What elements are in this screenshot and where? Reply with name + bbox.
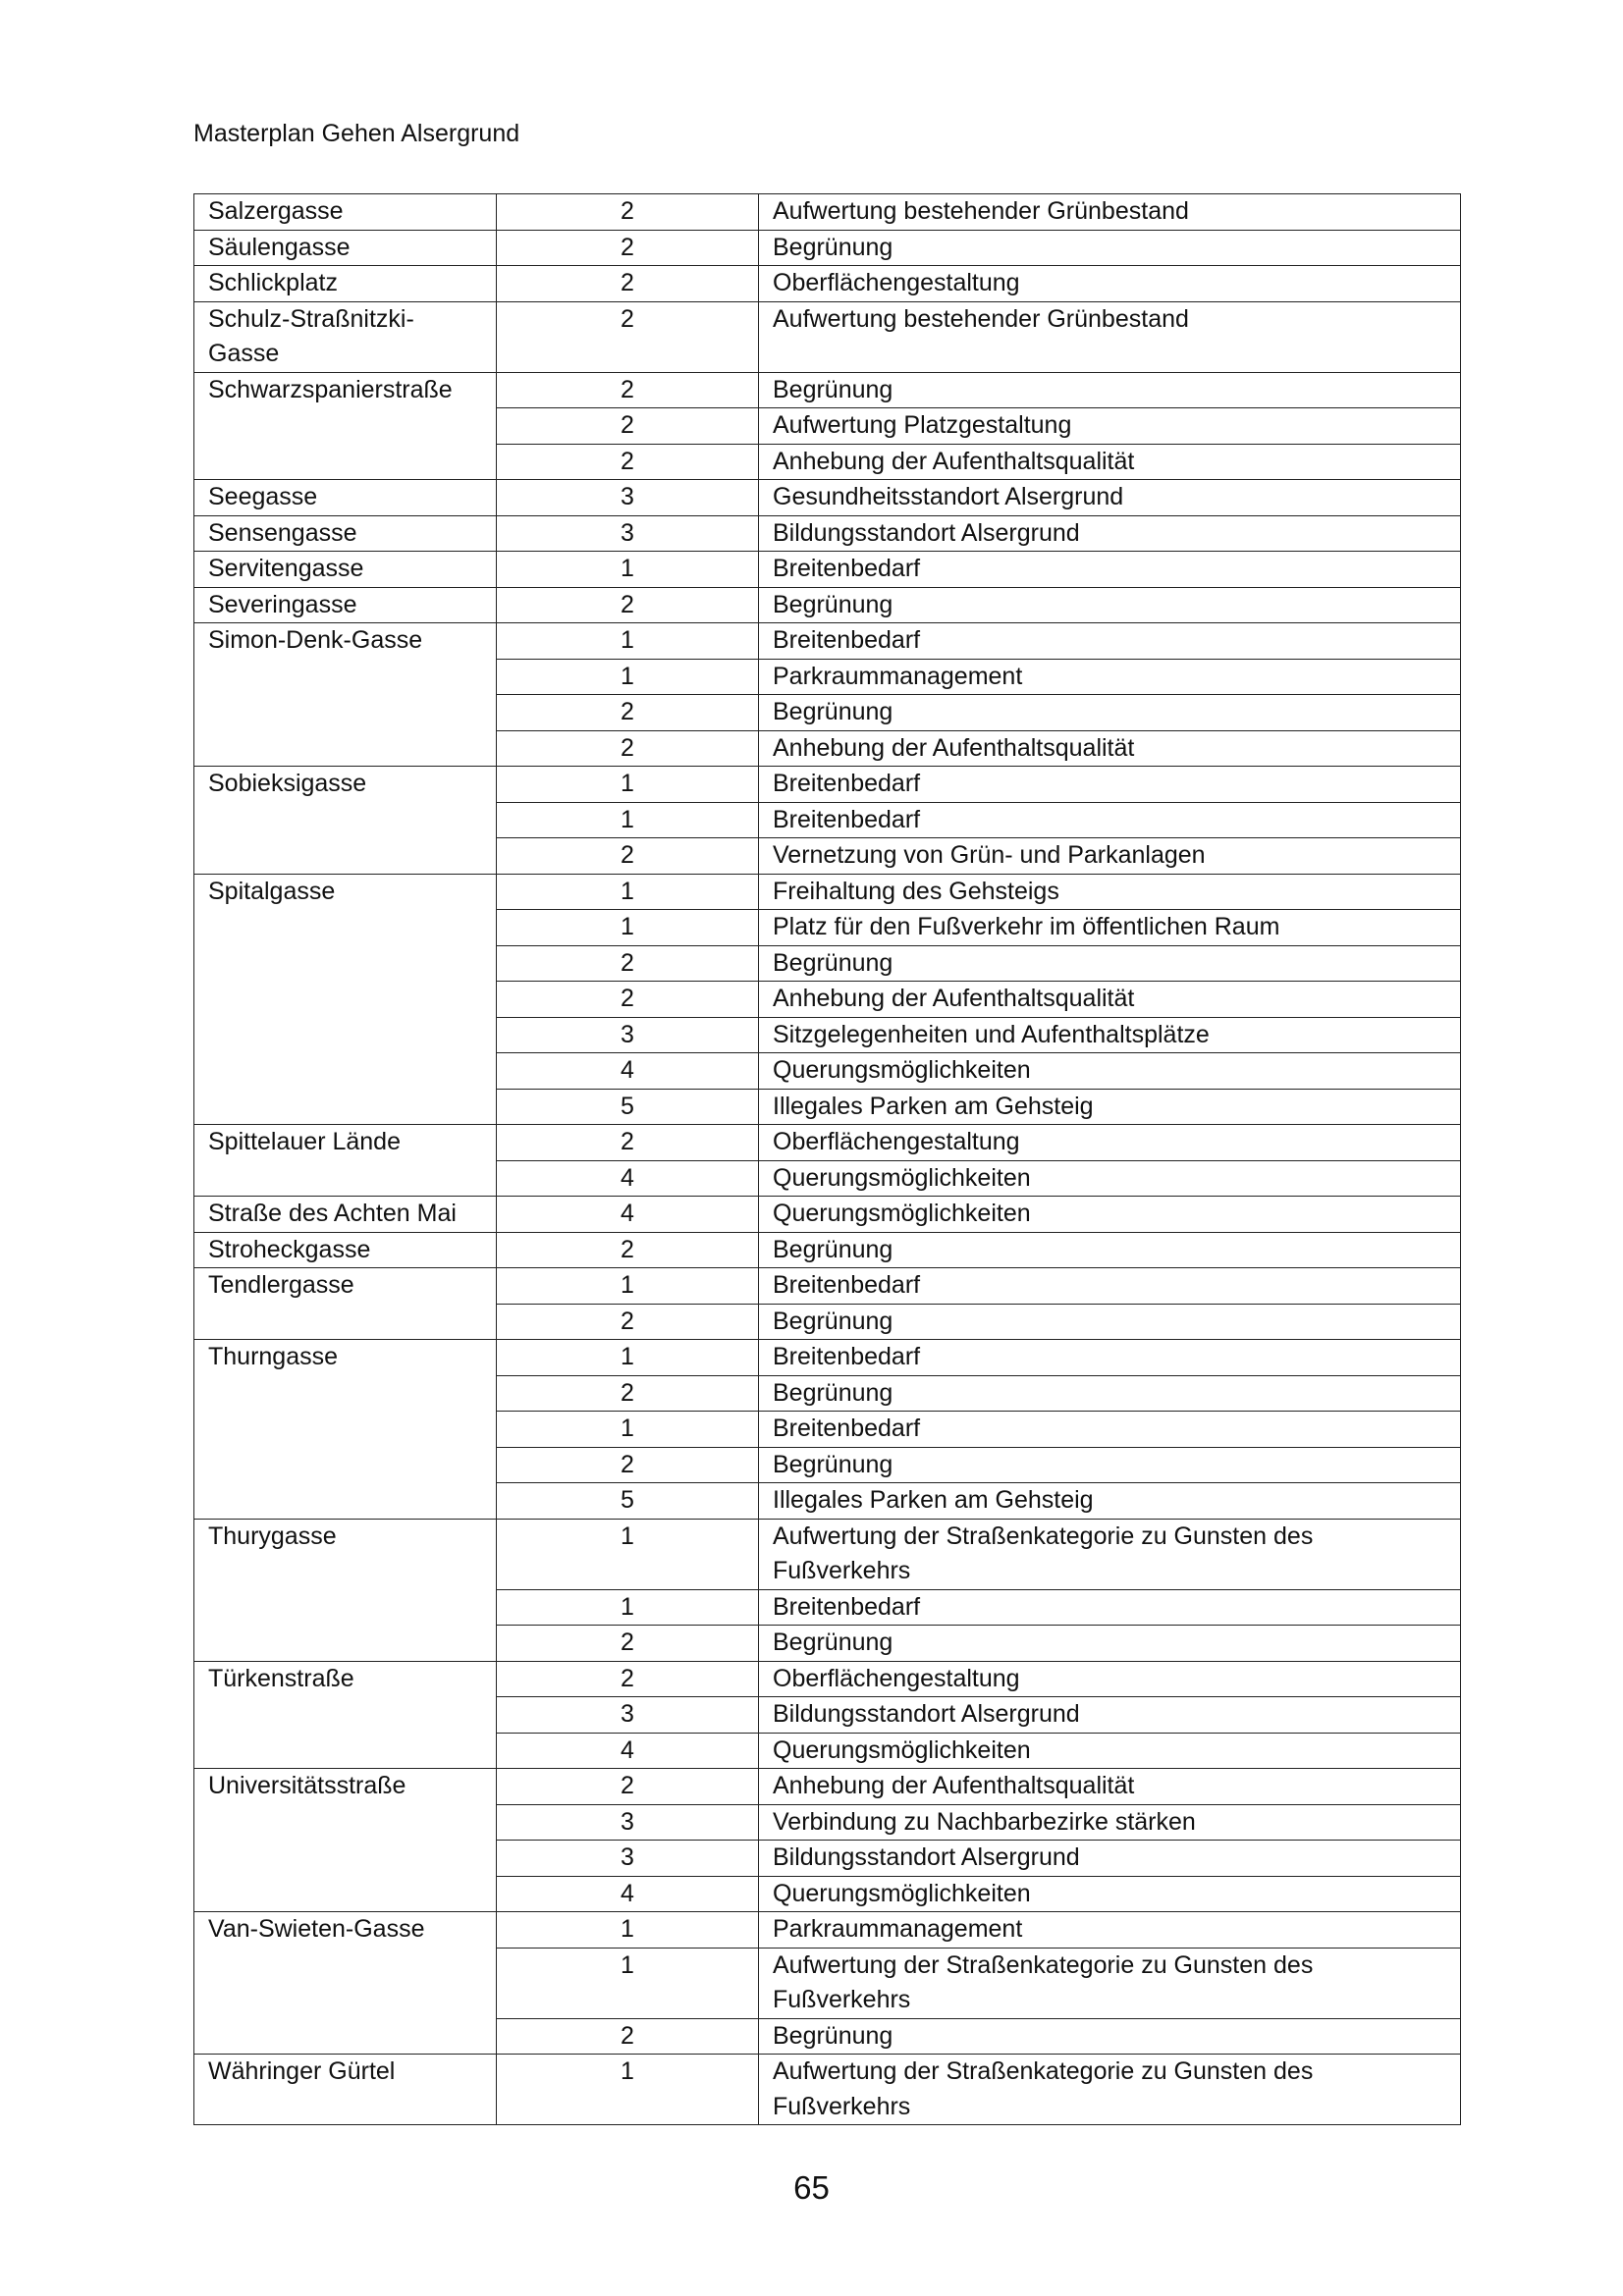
measure-cell: Oberflächengestaltung <box>759 1661 1461 1697</box>
street-name-cell: Spitalgasse <box>194 874 497 1125</box>
priority-cell: 4 <box>497 1160 759 1197</box>
measure-cell: Begrünung <box>759 372 1461 408</box>
table-row <box>194 372 1461 408</box>
measure-cell: Breitenbedarf <box>759 767 1461 803</box>
priority-cell: 2 <box>497 266 759 302</box>
measure-cell: Begrünung <box>759 230 1461 266</box>
priority-cell: 5 <box>497 1483 759 1520</box>
street-name-cell: Schulz-Straßnitzki-Gasse <box>194 301 497 372</box>
priority-cell: 1 <box>497 1589 759 1626</box>
measure-cell: Parkraummanagement <box>759 1912 1461 1949</box>
table-row <box>194 623 1461 660</box>
measure-cell: Querungsmöglichkeiten <box>759 1053 1461 1090</box>
priority-cell: 1 <box>497 1412 759 1448</box>
table-row <box>194 1232 1461 1268</box>
measure-cell: Breitenbedarf <box>759 802 1461 838</box>
table-row <box>194 230 1461 266</box>
priority-cell: 1 <box>497 1268 759 1305</box>
measure-cell: Querungsmöglichkeiten <box>759 1733 1461 1769</box>
measure-cell: Illegales Parken am Gehsteig <box>759 1089 1461 1125</box>
measure-cell: Freihaltung des Gehsteigs <box>759 874 1461 910</box>
table-row <box>194 194 1461 231</box>
measure-cell: Gesundheitsstandort Alsergrund <box>759 480 1461 516</box>
priority-cell: 2 <box>497 695 759 731</box>
priority-cell: 4 <box>497 1733 759 1769</box>
street-name-cell: Straße des Achten Mai <box>194 1197 497 1233</box>
measure-cell: Platz für den Fußverkehr im öffentlichen Raum <box>759 910 1461 946</box>
street-name-cell: Seegasse <box>194 480 497 516</box>
measure-cell: Aufwertung bestehender Grünbestand <box>759 301 1461 372</box>
table-row <box>194 515 1461 552</box>
table-row <box>194 587 1461 623</box>
measure-cell: Breitenbedarf <box>759 552 1461 588</box>
measure-cell: Anhebung der Aufenthaltsqualität <box>759 982 1461 1018</box>
priority-cell: 2 <box>497 730 759 767</box>
measure-cell: Oberflächengestaltung <box>759 1125 1461 1161</box>
page-number: 65 <box>793 2169 830 2206</box>
priority-cell: 2 <box>497 1769 759 1805</box>
measure-cell: Vernetzung von Grün- und Parkanlagen <box>759 838 1461 875</box>
measure-cell: Aufwertung der Straßenkategorie zu Gunsten des Fußverkehrs <box>759 1948 1461 2018</box>
priority-cell: 2 <box>497 1232 759 1268</box>
priority-cell: 2 <box>497 444 759 480</box>
street-name-cell: Stroheckgasse <box>194 1232 497 1268</box>
measure-cell: Illegales Parken am Gehsteig <box>759 1483 1461 1520</box>
priority-cell: 1 <box>497 874 759 910</box>
measure-cell: Sitzgelegenheiten und Aufenthaltsplätze <box>759 1017 1461 1053</box>
priority-cell: 3 <box>497 1804 759 1841</box>
priority-cell: 2 <box>497 1661 759 1697</box>
measure-cell: Anhebung der Aufenthaltsqualität <box>759 1769 1461 1805</box>
priority-cell: 3 <box>497 1017 759 1053</box>
priority-cell: 3 <box>497 1841 759 1877</box>
table-row <box>194 301 1461 372</box>
street-name-cell: Salzergasse <box>194 194 497 231</box>
priority-cell: 1 <box>497 910 759 946</box>
street-name-cell: Sobieksigasse <box>194 767 497 875</box>
priority-cell: 3 <box>497 480 759 516</box>
priority-cell: 1 <box>497 767 759 803</box>
priority-cell: 4 <box>497 1876 759 1912</box>
street-name-cell: Währinger Gürtel <box>194 2055 497 2125</box>
street-name-cell: Universitätsstraße <box>194 1769 497 1912</box>
measure-cell: Anhebung der Aufenthaltsqualität <box>759 730 1461 767</box>
street-name-cell: Severingasse <box>194 587 497 623</box>
priority-cell: 4 <box>497 1197 759 1233</box>
table-row <box>194 1661 1461 1697</box>
measure-cell: Begrünung <box>759 1232 1461 1268</box>
priority-cell: 2 <box>497 587 759 623</box>
measure-cell: Begrünung <box>759 2018 1461 2055</box>
table-row <box>194 1268 1461 1305</box>
street-name-cell: Thurygasse <box>194 1519 497 1661</box>
measure-cell: Aufwertung Platzgestaltung <box>759 408 1461 445</box>
measure-cell: Breitenbedarf <box>759 623 1461 660</box>
measure-cell: Begrünung <box>759 1304 1461 1340</box>
priority-cell: 2 <box>497 194 759 231</box>
priority-cell: 2 <box>497 301 759 372</box>
measure-cell: Aufwertung der Straßenkategorie zu Gunsten des Fußverkehrs <box>759 2055 1461 2125</box>
priority-cell: 2 <box>497 1125 759 1161</box>
measure-cell: Querungsmöglichkeiten <box>759 1197 1461 1233</box>
street-name-cell: Türkenstraße <box>194 1661 497 1769</box>
measure-cell: Querungsmöglichkeiten <box>759 1160 1461 1197</box>
table-row <box>194 1912 1461 1949</box>
street-name-cell: Van-Swieten-Gasse <box>194 1912 497 2055</box>
table-row <box>194 1769 1461 1805</box>
priority-cell: 1 <box>497 2055 759 2125</box>
table-row <box>194 1197 1461 1233</box>
page-header: Masterplan Gehen Alsergrund <box>193 120 520 147</box>
priority-cell: 1 <box>497 1948 759 2018</box>
priority-cell: 3 <box>497 1697 759 1734</box>
priority-cell: 1 <box>497 1912 759 1949</box>
table-row <box>194 874 1461 910</box>
measure-cell: Begrünung <box>759 587 1461 623</box>
priority-cell: 1 <box>497 623 759 660</box>
measure-cell: Parkraummanagement <box>759 659 1461 695</box>
street-name-cell: Thurngasse <box>194 1340 497 1520</box>
street-name-cell: Sensengasse <box>194 515 497 552</box>
priority-cell: 2 <box>497 1304 759 1340</box>
priority-cell: 1 <box>497 1340 759 1376</box>
table-row <box>194 552 1461 588</box>
priority-cell: 1 <box>497 1519 759 1589</box>
priority-cell: 2 <box>497 838 759 875</box>
measure-cell: Breitenbedarf <box>759 1412 1461 1448</box>
table-row <box>194 2055 1461 2125</box>
street-name-cell: Säulengasse <box>194 230 497 266</box>
priority-cell: 2 <box>497 408 759 445</box>
priority-cell: 2 <box>497 945 759 982</box>
priority-cell: 1 <box>497 802 759 838</box>
street-name-cell: Schlickplatz <box>194 266 497 302</box>
table-row <box>194 266 1461 302</box>
street-name-cell: Spittelauer Lände <box>194 1125 497 1197</box>
priority-cell: 2 <box>497 1447 759 1483</box>
priority-cell: 2 <box>497 1626 759 1662</box>
measure-cell: Begrünung <box>759 695 1461 731</box>
measure-cell: Begrünung <box>759 1626 1461 1662</box>
measure-cell: Anhebung der Aufenthaltsqualität <box>759 444 1461 480</box>
measure-cell: Breitenbedarf <box>759 1268 1461 1305</box>
street-name-cell: Tendlergasse <box>194 1268 497 1340</box>
table-row <box>194 1340 1461 1376</box>
street-name-cell: Schwarzspanierstraße <box>194 372 497 480</box>
priority-cell: 2 <box>497 982 759 1018</box>
priority-cell: 2 <box>497 230 759 266</box>
table-row <box>194 1125 1461 1161</box>
measure-cell: Aufwertung bestehender Grünbestand <box>759 194 1461 231</box>
measure-cell: Verbindung zu Nachbarbezirke stärken <box>759 1804 1461 1841</box>
measure-cell: Querungsmöglichkeiten <box>759 1876 1461 1912</box>
priority-cell: 4 <box>497 1053 759 1090</box>
priority-cell: 3 <box>497 515 759 552</box>
priority-cell: 5 <box>497 1089 759 1125</box>
priority-cell: 2 <box>497 2018 759 2055</box>
measure-cell: Bildungsstandort Alsergrund <box>759 1697 1461 1734</box>
table-row <box>194 480 1461 516</box>
priority-cell: 1 <box>497 659 759 695</box>
measure-cell: Begrünung <box>759 1375 1461 1412</box>
measure-cell: Oberflächengestaltung <box>759 266 1461 302</box>
street-name-cell: Servitengasse <box>194 552 497 588</box>
measures-table <box>193 193 1461 2125</box>
table-row <box>194 767 1461 803</box>
measure-cell: Begrünung <box>759 945 1461 982</box>
measure-cell: Bildungsstandort Alsergrund <box>759 515 1461 552</box>
street-name-cell: Simon-Denk-Gasse <box>194 623 497 767</box>
measures-table-body <box>194 194 1461 2125</box>
measure-cell: Breitenbedarf <box>759 1340 1461 1376</box>
measure-cell: Begrünung <box>759 1447 1461 1483</box>
measure-cell: Breitenbedarf <box>759 1589 1461 1626</box>
priority-cell: 2 <box>497 1375 759 1412</box>
priority-cell: 1 <box>497 552 759 588</box>
table-row <box>194 1519 1461 1589</box>
priority-cell: 2 <box>497 372 759 408</box>
measure-cell: Bildungsstandort Alsergrund <box>759 1841 1461 1877</box>
measure-cell: Aufwertung der Straßenkategorie zu Gunsten des Fußverkehrs <box>759 1519 1461 1589</box>
